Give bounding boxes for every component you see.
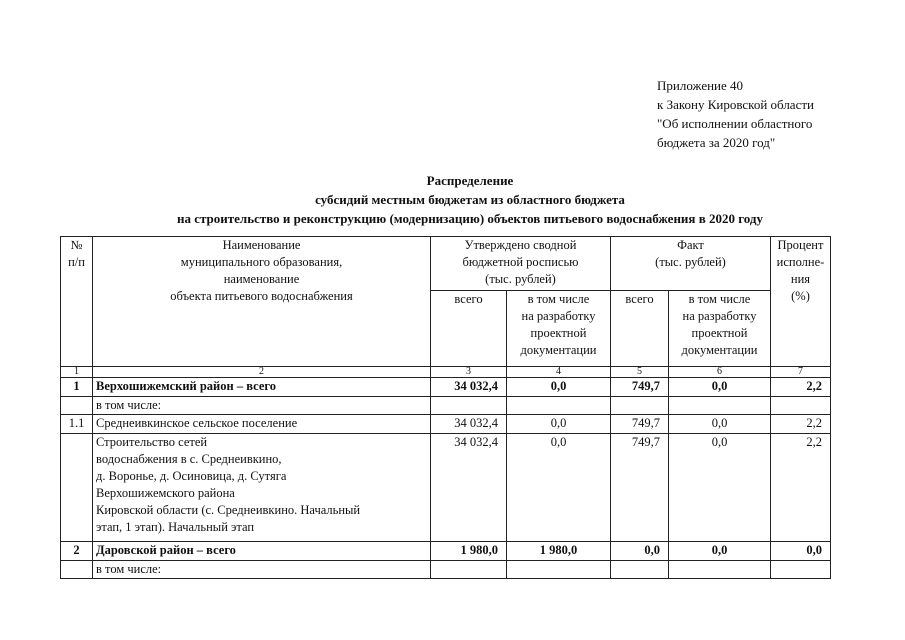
column-number: 2 [93,367,431,378]
column-number: 5 [611,367,669,378]
row-name-line: Среднеивкинское сельское поселение [96,416,298,430]
approved-design [507,561,611,579]
subsidy-table [60,236,831,579]
fact-total: 749,7 [611,415,669,434]
header-percent: Процент исполне- ния (%) [771,237,831,367]
fact-design: 0,0 [669,542,771,561]
approved-total: 1 980,0 [431,542,507,561]
fact-total [611,561,669,579]
column-number: 7 [771,367,831,378]
row-number: 1.1 [61,415,93,434]
row-number [61,397,93,415]
fact-design [669,397,771,415]
header-num: № п/п [61,237,93,367]
appendix-line: к Закону Кировской области [657,97,814,112]
row-name-line: в том числе: [96,562,162,576]
row-name-line: Верхошижемский район – всего [96,379,276,393]
table-row [61,561,831,579]
column-number: 1 [61,367,93,378]
row-number [61,434,93,542]
header-name: Наименование муниципального образования, наименование объекта питьевого водоснабжения [93,237,431,367]
column-number-row [61,367,831,378]
table-row [61,434,831,542]
fact-total [611,397,669,415]
fact-design: 0,0 [669,415,771,434]
header-fact: Факт (тыс. рублей) [611,237,771,291]
appendix-note [657,76,897,152]
header-approved-design: в том числе на разработку проектной документации [507,291,611,367]
appendix-line: бюджета за 2020 год" [657,135,776,150]
row-name-line: водоснабжения в с. Среднеивкино, [96,452,282,466]
fact-design [669,561,771,579]
row-name [93,542,431,561]
table-row [61,542,831,561]
column-number: 3 [431,367,507,378]
header-fact-total: всего [611,291,669,367]
appendix-line: "Об исполнении областного [657,116,813,131]
fact-design: 0,0 [669,378,771,397]
row-name [93,378,431,397]
table-row [61,415,831,434]
row-name-line: Строительство сетей [96,435,208,449]
percent: 2,2 [771,378,831,397]
table-row [61,397,831,415]
title-line: субсидий местным бюджетам из областного бюджета [315,192,625,207]
header-approved-total: всего [431,291,507,367]
percent [771,397,831,415]
row-name [93,415,431,434]
approved-total: 34 032,4 [431,434,507,542]
approved-total [431,397,507,415]
fact-total: 749,7 [611,434,669,542]
approved-total [431,561,507,579]
row-number [61,561,93,579]
percent: 2,2 [771,434,831,542]
fact-total: 749,7 [611,378,669,397]
header-approved: Утверждено сводной бюджетной росписью (тыс. рублей) [431,237,611,291]
row-name-line: Даровской район – всего [96,543,236,557]
row-name-line: Верхошижемского района [96,486,235,500]
title-line: на строительство и реконструкцию (модернизацию) объектов питьевого водоснабжения в 2020 году [176,211,764,226]
column-number: 6 [669,367,771,378]
row-number: 2 [61,542,93,561]
row-name-line: Кировской области (с. Среднеивкино. Начальный [96,503,361,517]
approved-design: 0,0 [507,415,611,434]
approved-design: 0,0 [507,378,611,397]
row-name-line: этап, 1 этап). Начальный этап [96,520,255,534]
row-name-line: в том числе: [96,398,162,412]
approved-total: 34 032,4 [431,378,507,397]
percent: 0,0 [771,542,831,561]
appendix-line: Приложение 40 [657,78,744,93]
approved-design: 0,0 [507,434,611,542]
table-row [61,378,831,397]
percent [771,561,831,579]
document-title [60,171,880,228]
title-line: Распределение [426,173,514,188]
row-number: 1 [61,378,93,397]
row-name-line: д. Воронье, д. Осиновица, д. Сутяга [96,469,287,483]
approved-total: 34 032,4 [431,415,507,434]
header-fact-design: в том числе на разработку проектной документации [669,291,771,367]
row-name [93,434,431,542]
fact-total: 0,0 [611,542,669,561]
percent: 2,2 [771,415,831,434]
approved-design: 1 980,0 [507,542,611,561]
approved-design [507,397,611,415]
row-name [93,397,431,415]
row-name [93,561,431,579]
fact-design: 0,0 [669,434,771,542]
column-number: 4 [507,367,611,378]
